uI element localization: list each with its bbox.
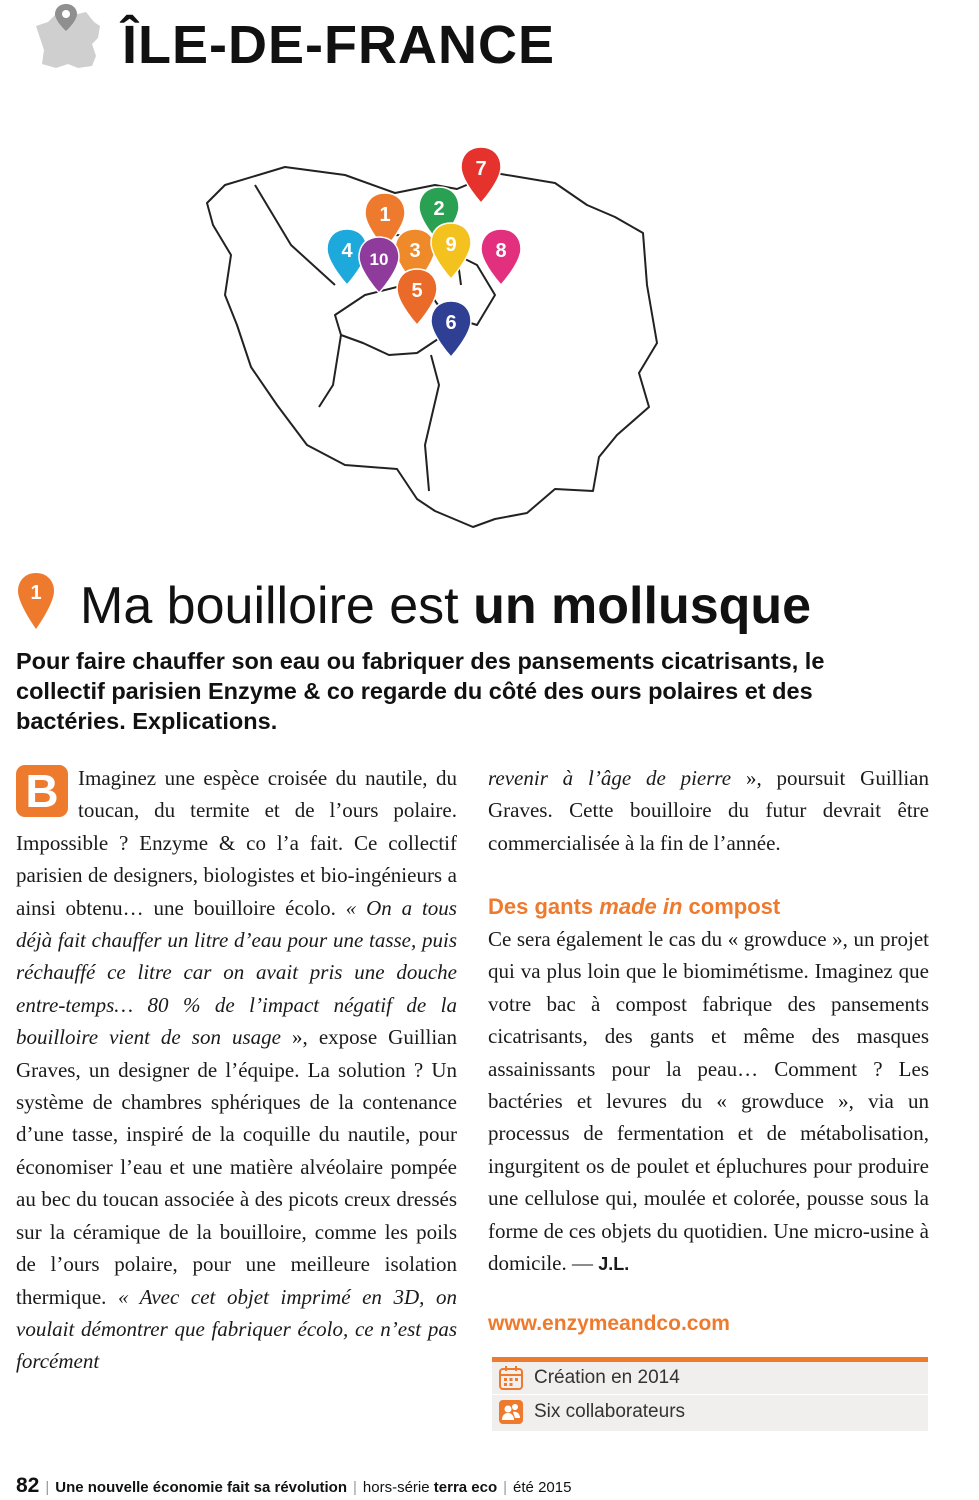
- map-pin-9: [431, 223, 471, 279]
- magazine-name: terra eco: [433, 1479, 498, 1496]
- map-pin-label: 4: [341, 240, 353, 262]
- staff-text: Six collaborateurs: [534, 1401, 686, 1422]
- map-pin-8: [481, 229, 521, 285]
- standfirst: Pour faire chauffer son eau ou fabriquer des pansements cicatrisants, le collectif parisien Enzyme & co regarde du côté des ours polaires et des bactéries. Explications.: [16, 648, 825, 734]
- map-pin-label: 3: [409, 240, 421, 262]
- separator: |: [45, 1479, 50, 1496]
- body-text: Imaginez une espèce croisée du nautile, du toucan, du termite et de l’ours polaire. Impossible ? Enzyme & co l’a fait. Ce collectif parisien de designers, biologistes et bio-ingénieurs a ainsi obtenu… une bouilloire écolo.: [16, 766, 457, 920]
- page-number: 82: [16, 1474, 40, 1497]
- quote: revenir à l’âge de pierre: [488, 766, 732, 790]
- quote: « Avec cet objet imprimé en 3D, on voulait démontrer que fabriquer écolo, ce n’est pas forcément: [16, 1284, 458, 1374]
- france-map-pin-icon: [34, 4, 106, 72]
- map-pin-7: [461, 147, 501, 203]
- ile-de-france-map: [195, 145, 675, 545]
- headline-bold: un mollusque: [473, 577, 812, 635]
- info-row-staff: [492, 1396, 928, 1428]
- info-row-creation: [492, 1362, 928, 1395]
- website-link[interactable]: www.enzymeandco.com: [488, 1312, 730, 1335]
- body-text: », poursuit Guillian Graves. Cette bouilloire du futur devrait être commercialisée à la fin de l’année.: [488, 766, 929, 855]
- region-title: ÎLE-DE-FRANCE: [122, 15, 555, 75]
- creation-text: Création en 2014: [534, 1367, 680, 1388]
- calendar-icon: [498, 1365, 524, 1391]
- article-column-left: [16, 762, 457, 1378]
- headline-light: Ma bouilloire est: [80, 577, 474, 635]
- separator: |: [353, 1479, 357, 1496]
- map-pin-label: 6: [445, 312, 457, 334]
- body-text: Ce sera également le cas du « growduce », un projet qui va plus loin que le biomimétisme. Imaginez que votre bac à compost fabrique des pansements cicatrisants, des gants et même des masques assainissants pour la peau… Comment ? Les bactéries et levures du « growduce », via un processus de fermentation et de métabolisation, ingurgitent os de poulet et épluchures pour produire une cellulose qui, moulée et colorée, pousse sous la forme de ces objets du quotidien. Une micro-usine à domicile. —: [488, 927, 929, 1276]
- body-text: », expose Guillian Graves, un designer de l’équipe. La solution ? Un système de chambres sphériques de la contenance d’une tasse, inspiré de la coquille du nautile, pour économiser l’eau et une matière alvéolaire pompée au bec du toucan associée à des picots creux dressés sur la céramique de la bouilloire, comme les poils de l’ours polaire, pour une meilleure isolation thermique.: [16, 1025, 457, 1309]
- headline-pin-number: 1: [30, 582, 42, 604]
- map-pin-label: 5: [411, 280, 423, 302]
- orange-pin-1-icon: [16, 572, 56, 630]
- quote: « On a tous déjà fait chauffer un litre d’eau pour une tasse, puis réchauffé ce litre car on avait pris une douche entre-temps… 80 % de l’impact négatif de la bouilloire vient de son usage: [16, 895, 457, 1050]
- people-icon: [498, 1399, 524, 1425]
- author-signature: J.L.: [598, 1254, 630, 1275]
- drop-cap: B: [16, 765, 68, 817]
- map-pin-label: 9: [445, 234, 457, 256]
- map-pin-label: 7: [475, 158, 487, 180]
- subhead-text: Des gants: [488, 894, 600, 919]
- map-pin-label: 10: [369, 250, 389, 269]
- subhead-italic: made in: [599, 894, 683, 919]
- map-pin-label: 8: [495, 240, 507, 262]
- separator: |: [503, 1479, 508, 1496]
- article-column-right-bottom: [488, 923, 929, 1280]
- headline: [80, 576, 811, 636]
- map-pin-10: [359, 237, 399, 293]
- subheading: [488, 892, 780, 922]
- page-footer: [16, 1474, 571, 1500]
- info-box: [492, 1357, 928, 1431]
- section-name: Une nouvelle économie fait sa révolution: [55, 1479, 347, 1496]
- article-column-right-top: [488, 762, 929, 859]
- map-pin-6: [431, 301, 471, 357]
- season: été 2015: [513, 1479, 572, 1496]
- subhead-text: compost: [682, 894, 781, 919]
- map-pin-label: 1: [379, 204, 391, 226]
- issue-label: hors-série: [362, 1479, 434, 1496]
- map-pin-label: 2: [433, 198, 445, 220]
